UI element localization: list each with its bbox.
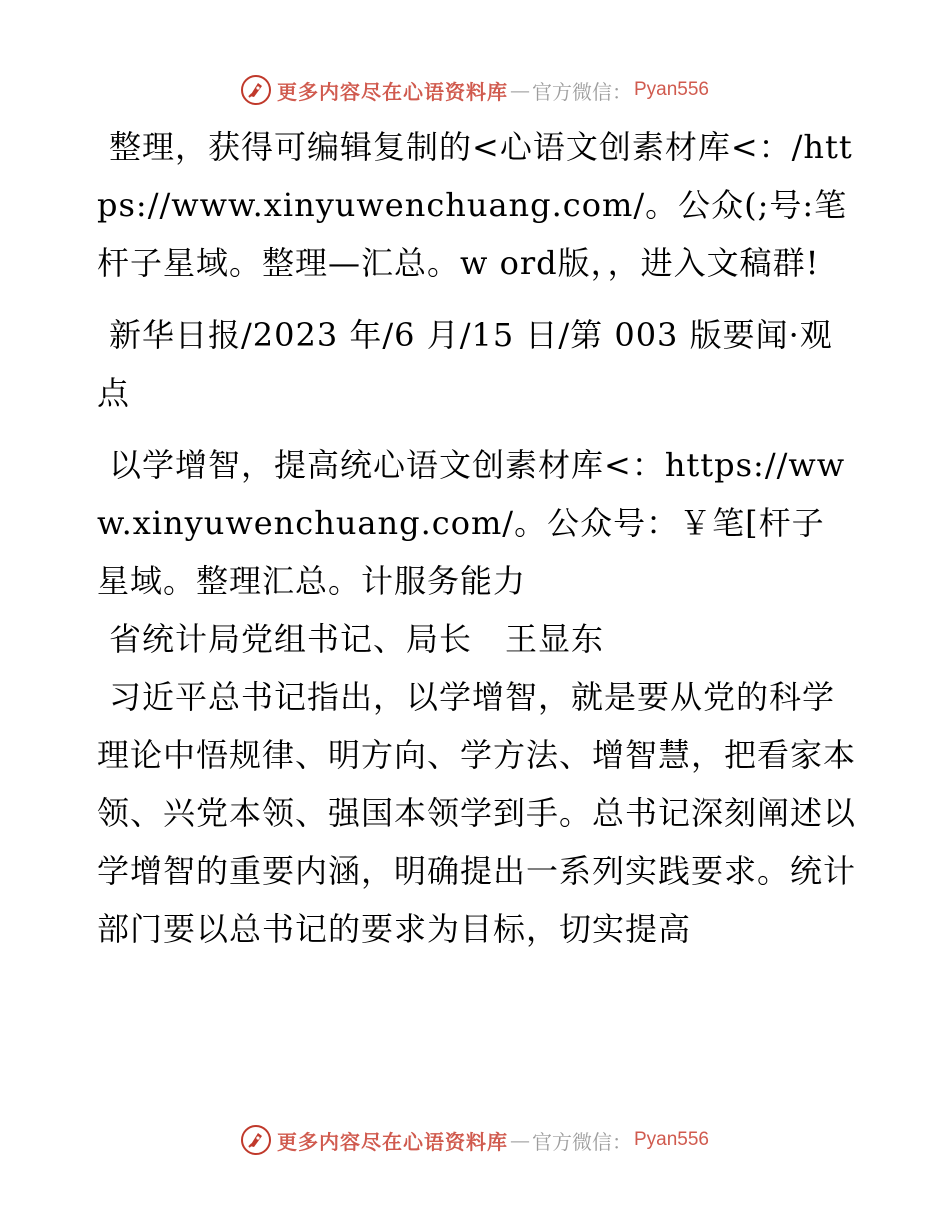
header-banner <box>0 73 950 107</box>
banner-wechat-label: 官方微信： <box>531 79 632 104</box>
banner-separator: — <box>509 1128 530 1152</box>
paragraph-source: 新华日报/2023 年/6 月/15 日/第 003 版要闻·观点 <box>97 316 833 412</box>
pen-nib-logo-icon <box>241 1125 271 1155</box>
banner-wechat-label: 官方微信： <box>531 1129 632 1154</box>
footer-banner <box>0 1123 950 1157</box>
banner-wechat-id: Pyan556 <box>633 1129 709 1150</box>
banner-separator: — <box>509 78 530 102</box>
banner-slogan: 更多内容尽在心语资料库 <box>276 1129 508 1154</box>
paragraph-author: 省统计局党组书记、局长 王显东 <box>109 620 605 658</box>
document-body <box>97 118 857 958</box>
paragraph-intro: 整理，获得可编辑复制的<心语文创素材库<：/https://www.xinyuwenchuang.com/。公众(;号:笔杆子星域。整理—汇总。w ord版，，进入文稿群! <box>97 128 853 282</box>
banner-wechat-id: Pyan556 <box>633 79 709 100</box>
paragraph-title: 以学增智，提高统心语文创素材库<：https://www.xinyuwenchuang.com/。公众号：￥笔[杆子星域。整理汇总。计服务能力 <box>97 446 846 600</box>
banner-slogan: 更多内容尽在心语资料库 <box>276 79 508 104</box>
paragraph-body: 习近平总书记指出，以学增智，就是要从党的科学理论中悟规律、明方向、学方法、增智慧，把看家本领、兴党本领、强国本领学到手。总书记深刻阐述以学增智的重要内涵，明确提出一系列实践要求。统计部门要以总书记的要求为目标，切实提高 <box>97 678 857 948</box>
pen-nib-logo-icon <box>241 75 271 105</box>
